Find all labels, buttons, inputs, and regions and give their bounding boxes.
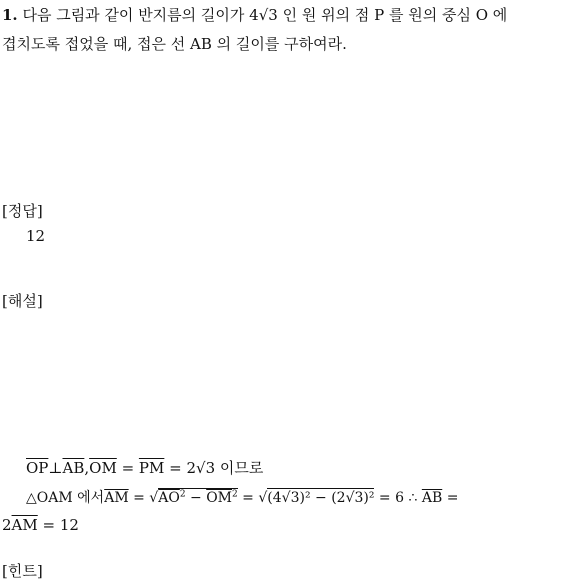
segment-pm: $\overline{PM}$ <box>138 459 165 477</box>
segment-ab-2: $\overline{AB}$ <box>421 490 443 506</box>
final-result: = 12 <box>37 516 79 534</box>
segment-am: $\overline{AM}$ <box>104 490 129 506</box>
solution-line-2 <box>26 487 458 507</box>
equals-1: = <box>116 459 139 477</box>
equals-2: = 2√3 이므로 <box>164 459 264 477</box>
segment-om: $\overline{OM}$ <box>89 459 117 477</box>
comma: , <box>84 459 90 477</box>
problem-number: 1. <box>2 6 18 24</box>
answer-header: [정답] <box>2 202 43 220</box>
segment-ao: AO <box>158 490 180 506</box>
sqrt-sign-1: √ <box>149 490 159 506</box>
equals-4: = <box>237 490 259 506</box>
segment-am-2: $\overline{AM}$ <box>11 516 38 534</box>
solution-line-1 <box>26 457 263 478</box>
tail-equals: = <box>442 490 459 506</box>
radicand-1: $AO^2 - \overline{OM}^2$ <box>158 489 238 506</box>
triangle-text: △OAM 에서 <box>26 490 105 506</box>
answer-value: 12 <box>26 227 46 245</box>
radicand-2: (4√3)² − (2√3)² <box>267 490 375 506</box>
segment-op: $\overline{OP}$ <box>26 459 49 477</box>
problem-text-line-1: 다음 그림과 같이 반지름의 길이가 4√3 인 원 위의 점 P 를 원의 중심 O 에 <box>22 6 508 24</box>
segment-om-2: $\overline{OM}$ <box>206 490 232 506</box>
sqrt-sign-2: √ <box>258 490 268 506</box>
perp-symbol: ⊥ <box>48 459 63 477</box>
hint-header: [힌트] <box>2 562 43 580</box>
segment-ab: $\overline{AB}$ <box>62 459 85 477</box>
problem-line-2: 겹치도록 접었을 때, 접은 선 AB 의 길이를 구하여라. <box>2 35 347 53</box>
figure-area <box>0 60 572 190</box>
equals-3: = <box>128 490 150 506</box>
solution-header: [해설] <box>2 292 43 310</box>
solution-line-3 <box>2 516 79 534</box>
problem-line-1 <box>2 4 507 25</box>
coef-two: 2 <box>2 516 12 534</box>
result-text: = 6 ∴ <box>374 490 422 506</box>
